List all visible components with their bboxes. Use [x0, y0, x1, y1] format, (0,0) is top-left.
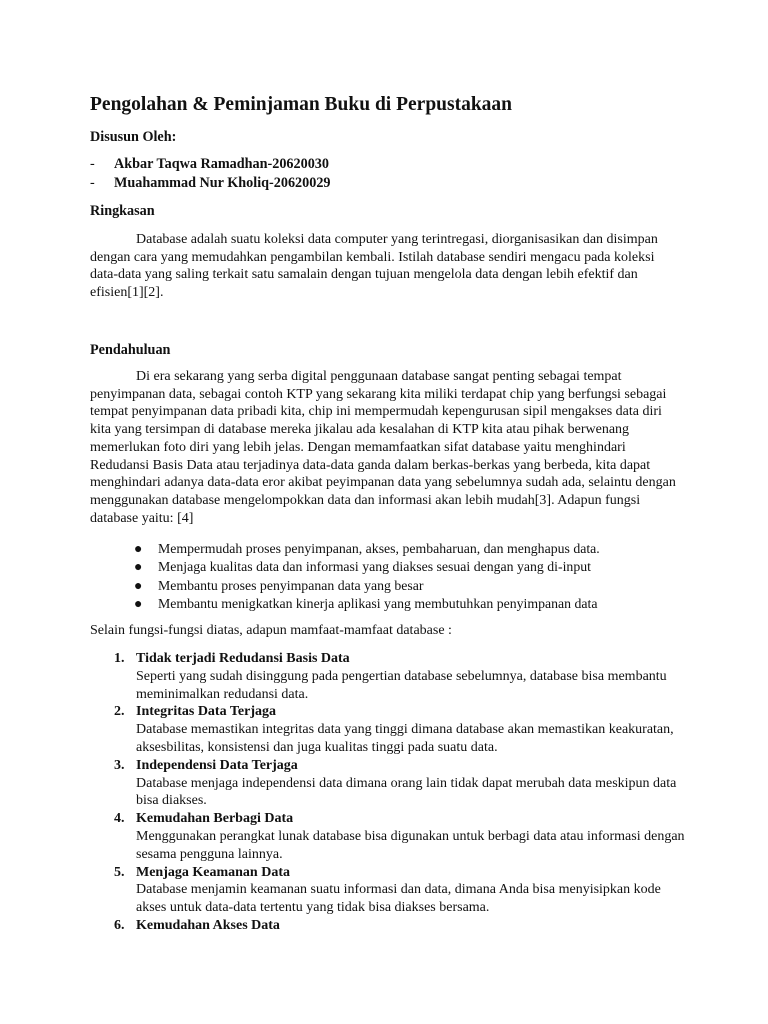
item-title: Tidak terjadi Redudansi Basis Data	[136, 651, 350, 666]
page-title: Pengolahan & Peminjaman Buku di Perpustakaan	[90, 94, 513, 115]
item-title: Kemudahan Akses Data	[136, 917, 280, 933]
text-line: data-data yang saling terkait satu samalain dengan tujuan mengelola data dengan lebih efektif dan	[90, 267, 638, 283]
bullet-text: Membantu menigkatkan kinerja aplikasi yang membutuhkan penyimpanan data	[158, 595, 598, 611]
text-line: kita yang tersimpan di database mereka jikalau ada kesalahan di KTP kita atau pihak berwenang	[90, 422, 630, 438]
text-line: efisien[1][2].	[90, 285, 164, 301]
item-number: 3.	[114, 757, 125, 773]
item-description: Seperti yang sudah disinggung pada pengertian database sebelumnya, database bisa membantu	[136, 668, 667, 684]
item-description: Database menjaga independensi data dimana orang lain tidak dapat merubah data meskipun data	[136, 775, 677, 791]
bullet-icon: ●	[134, 560, 143, 576]
text-line: menghindari adanya data-data eror akibat peyimpanan data yang sebelumnya sudah ada, selaintu dengan	[90, 475, 676, 491]
abstract-paragraph	[90, 231, 658, 302]
function-bullet-list	[134, 540, 600, 613]
item-description: sesama pengguna lainnya.	[136, 846, 283, 862]
text-line: database yaitu: [4]	[90, 510, 194, 526]
bullet-text: Membantu proses penyimpanan data yang besar	[158, 577, 424, 593]
text-line: menggunakan database mengelompokkan data dan informasi akan lebih mudah[3]. Adapun fungsi	[90, 492, 641, 508]
text-line: Database adalah suatu koleksi data computer yang terintregasi, diorganisasikan dan disimpan	[136, 232, 658, 247]
item-title: Kemudahan Berbagi Data	[136, 811, 294, 827]
list-item	[134, 540, 600, 558]
text-line: Di era sekarang yang serba digital penggunaan database sangat penting sebagai tempat	[136, 369, 622, 384]
item-description: meminimalkan redudansi data.	[136, 686, 309, 702]
bullet-icon: ●	[134, 578, 143, 594]
list-item	[134, 558, 600, 576]
list-item	[134, 595, 600, 613]
bullet-icon: ●	[134, 596, 143, 612]
list-item	[114, 650, 680, 703]
author-item	[90, 175, 331, 192]
item-description: akses untuk data-data tertentu yang tidak bisa diakses bersama.	[136, 900, 490, 916]
author-name: Akbar Taqwa Ramadhan-20620030	[114, 156, 329, 172]
bullet-text: Mempermudah proses penyimpanan, akses, pembaharuan, dan menghapus data.	[158, 541, 600, 556]
item-description: Database memastikan integritas data yang tinggi dimana database akan memastikan keakuratan,	[136, 722, 674, 738]
intro-heading: Pendahuluan	[90, 342, 171, 358]
item-number: 5.	[114, 864, 125, 880]
text-line: dengan cara yang memudahkan pengambilan kembali. Istilah database sendiri mengacu pada koleksi	[90, 249, 655, 265]
item-title: Menjaga Keamanan Data	[136, 864, 290, 880]
item-title: Integritas Data Terjaga	[136, 704, 276, 720]
dash-marker: -	[90, 175, 95, 191]
text-line: memerlukan foto diri yang lebih jelas. Dengan memamfaatkan sifat database yaitu menghindari	[90, 439, 626, 455]
item-number: 4.	[114, 811, 125, 827]
item-description: Database menjamin keamanan suatu informasi dan data, dimana Anda bisa menyisipkan kode	[136, 882, 661, 898]
item-title: Independensi Data Terjaga	[136, 757, 298, 773]
author-name: Muahammad Nur Kholiq-20620029	[114, 175, 331, 191]
text-line: tempat penyimpanan data pribadi kita, chip ini mempermudah kepengurusan sipil mengakses data diri	[90, 404, 662, 420]
list-item	[134, 577, 600, 595]
list-item	[114, 917, 680, 935]
dash-marker: -	[90, 156, 95, 172]
text-line: penyimpanan data, sebagai contoh KTP yang sekarang kita miliki terdapat chip yang berfungsi sebagai	[90, 386, 667, 402]
bullet-text: Menjaga kualitas data dan informasi yang diakses sesuai dengan yang di-input	[158, 559, 591, 575]
item-number: 6.	[114, 917, 125, 933]
authored-by-label: Disusun Oleh:	[90, 129, 177, 145]
benefits-intro: Selain fungsi-fungsi diatas, adapun mamfaat-mamfaat database :	[90, 623, 452, 638]
author-item	[90, 156, 329, 173]
bullet-icon: ●	[134, 542, 143, 557]
list-item	[114, 864, 680, 917]
list-item	[114, 810, 685, 863]
item-description: Menggunakan perangkat lunak database bisa digunakan untuk berbagi data atau informasi dengan	[136, 828, 685, 844]
intro-paragraph	[90, 368, 676, 527]
item-number: 2.	[114, 704, 125, 720]
text-line: Redudansi Basis Data atau terjadinya data-data ganda dalam berkas-berkas yang berbeda, kita dapat	[90, 457, 651, 473]
item-description: aksesbilitas, konsistensi dan juga kualitas tinggi pada suatu data.	[136, 739, 498, 755]
item-description: bisa diakses.	[136, 793, 207, 809]
abstract-heading: Ringkasan	[90, 203, 155, 219]
list-item	[114, 757, 680, 810]
benefits-numbered-list	[114, 650, 685, 935]
item-number: 1.	[114, 651, 125, 666]
list-item	[114, 703, 680, 756]
